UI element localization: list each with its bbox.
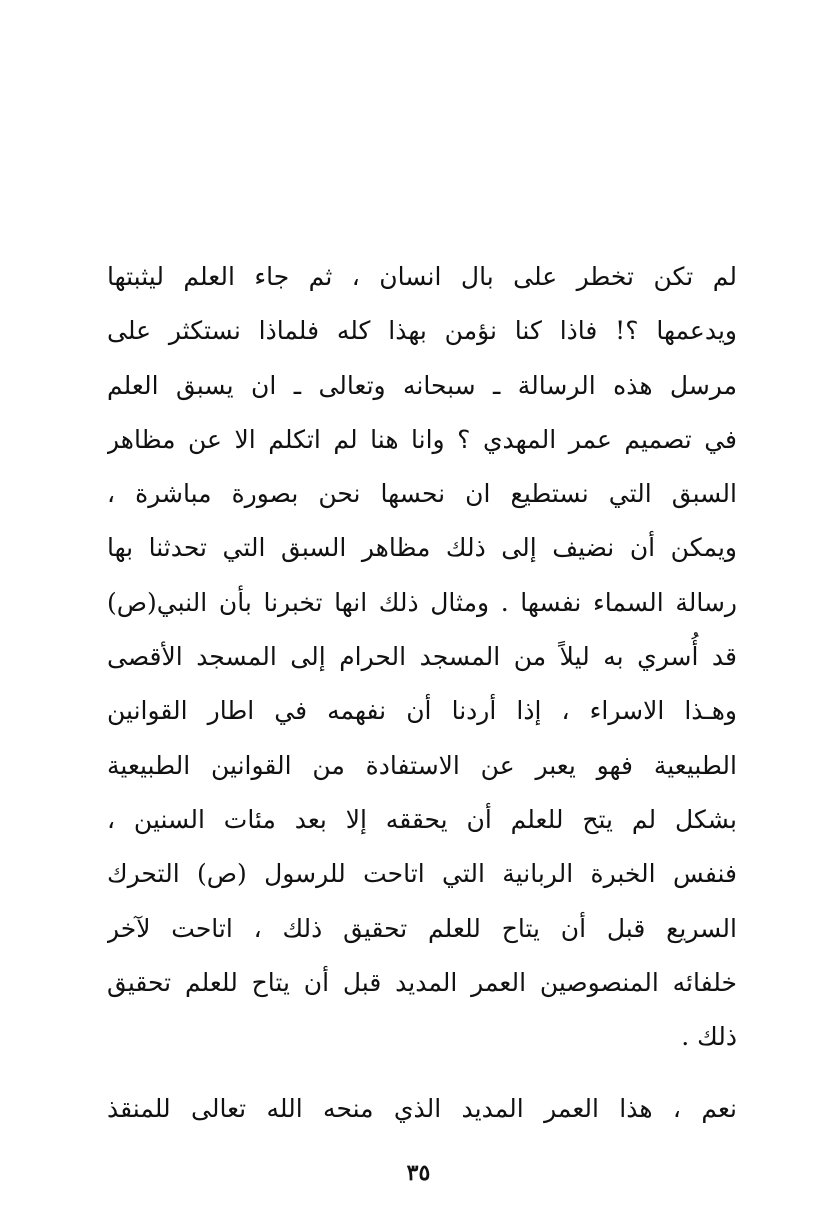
text-line: في تصميم عمر المهدي ؟ وانا هنا لم اتكلم الا عن مظاهر [107,424,737,454]
text-line: الطبيعية فهو يعبر عن الاستفادة من القوانين الطبيعية [107,750,737,780]
text-line: السبق التي نستطيع ان نحسها نحن بصورة مباشرة ، [107,479,737,509]
text-line: مرسل هذه الرسالة ـ سبحانه وتعالى ـ ان يسبق العلم [107,370,737,400]
text-line: قد أُسري به ليلاً من المسجد الحرام إلى المسجد الأقصى [107,642,737,672]
text-line: رسالة السماء نفسها . ومثال ذلك انها تخبرنا بأن النبي(ص) [107,587,737,617]
text-line: ويدعمها ؟! فاذا كنا نؤمن بهذا كله فلماذا نستكثر على [107,316,737,346]
text-line: بشكل لم يتح للعلم أن يحققه إلا بعد مئات السنين ، [107,804,737,834]
page-number: ٣٥ [406,1160,431,1186]
text-line: فنفس الخبرة الربانية التي اتاحت للرسول (ص) التحرك [107,859,737,889]
text-line: ويمكن أن نضيف إلى ذلك مظاهر السبق التي تحدثنا بها [107,533,737,563]
text-line: وهـذا الاسراء ، إذا أردنا أن نفهمه في اطار القوانين [107,696,737,726]
text-line: لم تكن تخطر على بال انسان ، ثم جاء العلم ليثبتها [107,262,737,291]
text-line-last: ذلك . [681,1022,737,1052]
text-line: السريع قبل أن يتاح للعلم تحقيق ذلك ، اتاحت لآخر [107,913,737,943]
text-line: خلفائه المنصوصين العمر المديد قبل أن يتاح للعلم تحقيق [107,967,737,997]
paragraph-main [107,250,737,1064]
paragraph-second-line: نعم ، هذا العمر المديد الذي منحه الله تعالى للمنقذ [107,1094,737,1123]
